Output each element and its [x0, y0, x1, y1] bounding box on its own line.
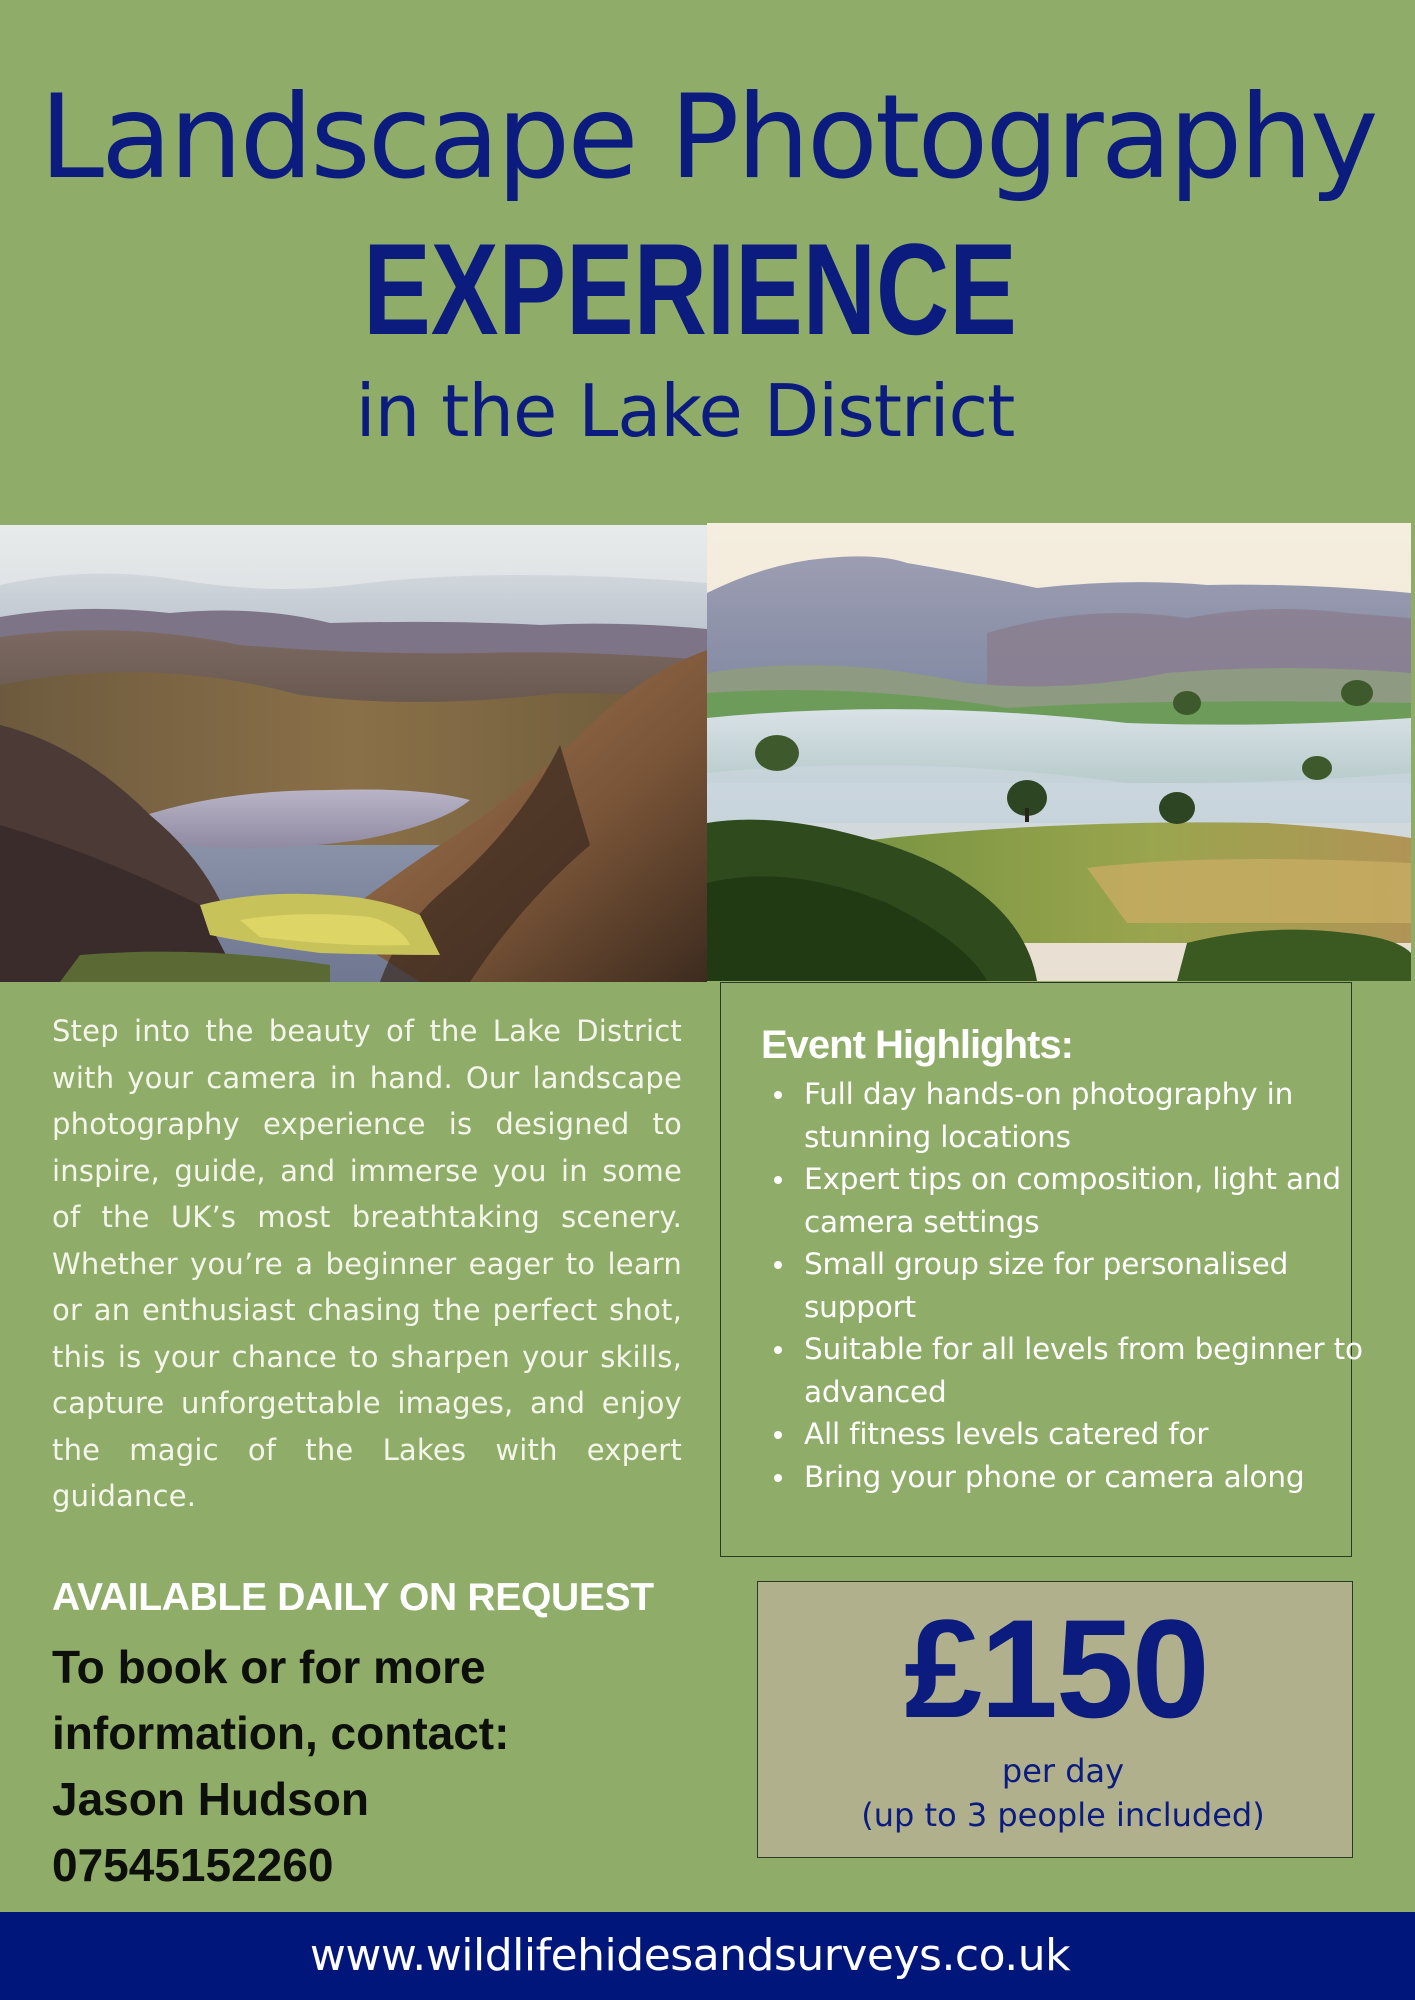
website-link[interactable]: www.wildlifehidesandsurveys.co.uk	[309, 1930, 1071, 1981]
footer-bar	[0, 1912, 1415, 2000]
title-line-3: in the Lake District	[355, 369, 1015, 453]
highlight-item: Suitable for all levels from beginner to advanced	[804, 1328, 1384, 1413]
contact-name: Jason Hudson	[52, 1773, 369, 1825]
price-details	[758, 1749, 1368, 1837]
highlight-item: All fitness levels catered for	[804, 1413, 1384, 1456]
highlight-item: Full day hands-on photography in stunning locations	[804, 1073, 1384, 1158]
photo-misty-fields	[707, 523, 1411, 981]
contact-block	[52, 1634, 509, 1898]
highlight-item: Bring your phone or camera along	[804, 1456, 1384, 1499]
price-per-day: per day	[1001, 1752, 1125, 1790]
contact-phone[interactable]: 07545152260	[52, 1839, 334, 1891]
event-highlights-box	[720, 982, 1363, 1557]
availability-banner: AVAILABLE DAILY ON REQUEST	[52, 1576, 654, 1619]
price-box	[757, 1581, 1353, 1858]
photo-valley-lake	[0, 525, 707, 982]
price-note: (up to 3 people included)	[861, 1796, 1265, 1834]
highlights-heading: Event Highlights:	[761, 1023, 1073, 1067]
highlights-list	[761, 1073, 1384, 1498]
contact-line-2: information, contact:	[52, 1707, 510, 1759]
title-line-2: EXPERIENCE	[363, 216, 1017, 362]
highlight-item: Small group size for personalised support	[804, 1243, 1384, 1328]
contact-line-1: To book or for more	[52, 1641, 486, 1693]
price-amount: £150	[904, 1590, 1208, 1747]
title-line-1: Landscape Photography	[39, 70, 1376, 205]
highlight-item: Expert tips on composition, light and camera settings	[804, 1158, 1384, 1243]
intro-paragraph: Step into the beauty of the Lake District with your camera in hand. Our landscape photography experience is designed to inspire, guide, and immerse you in some of the UK’s most breathtaking scenery. Whether you’re a beginner eager to learn or an enthusiast chasing the perfect shot, this is your chance to sharpen your skills, capture unforgettable images, and enjoy the magic of the Lakes with expert guidance.	[52, 1014, 682, 1513]
